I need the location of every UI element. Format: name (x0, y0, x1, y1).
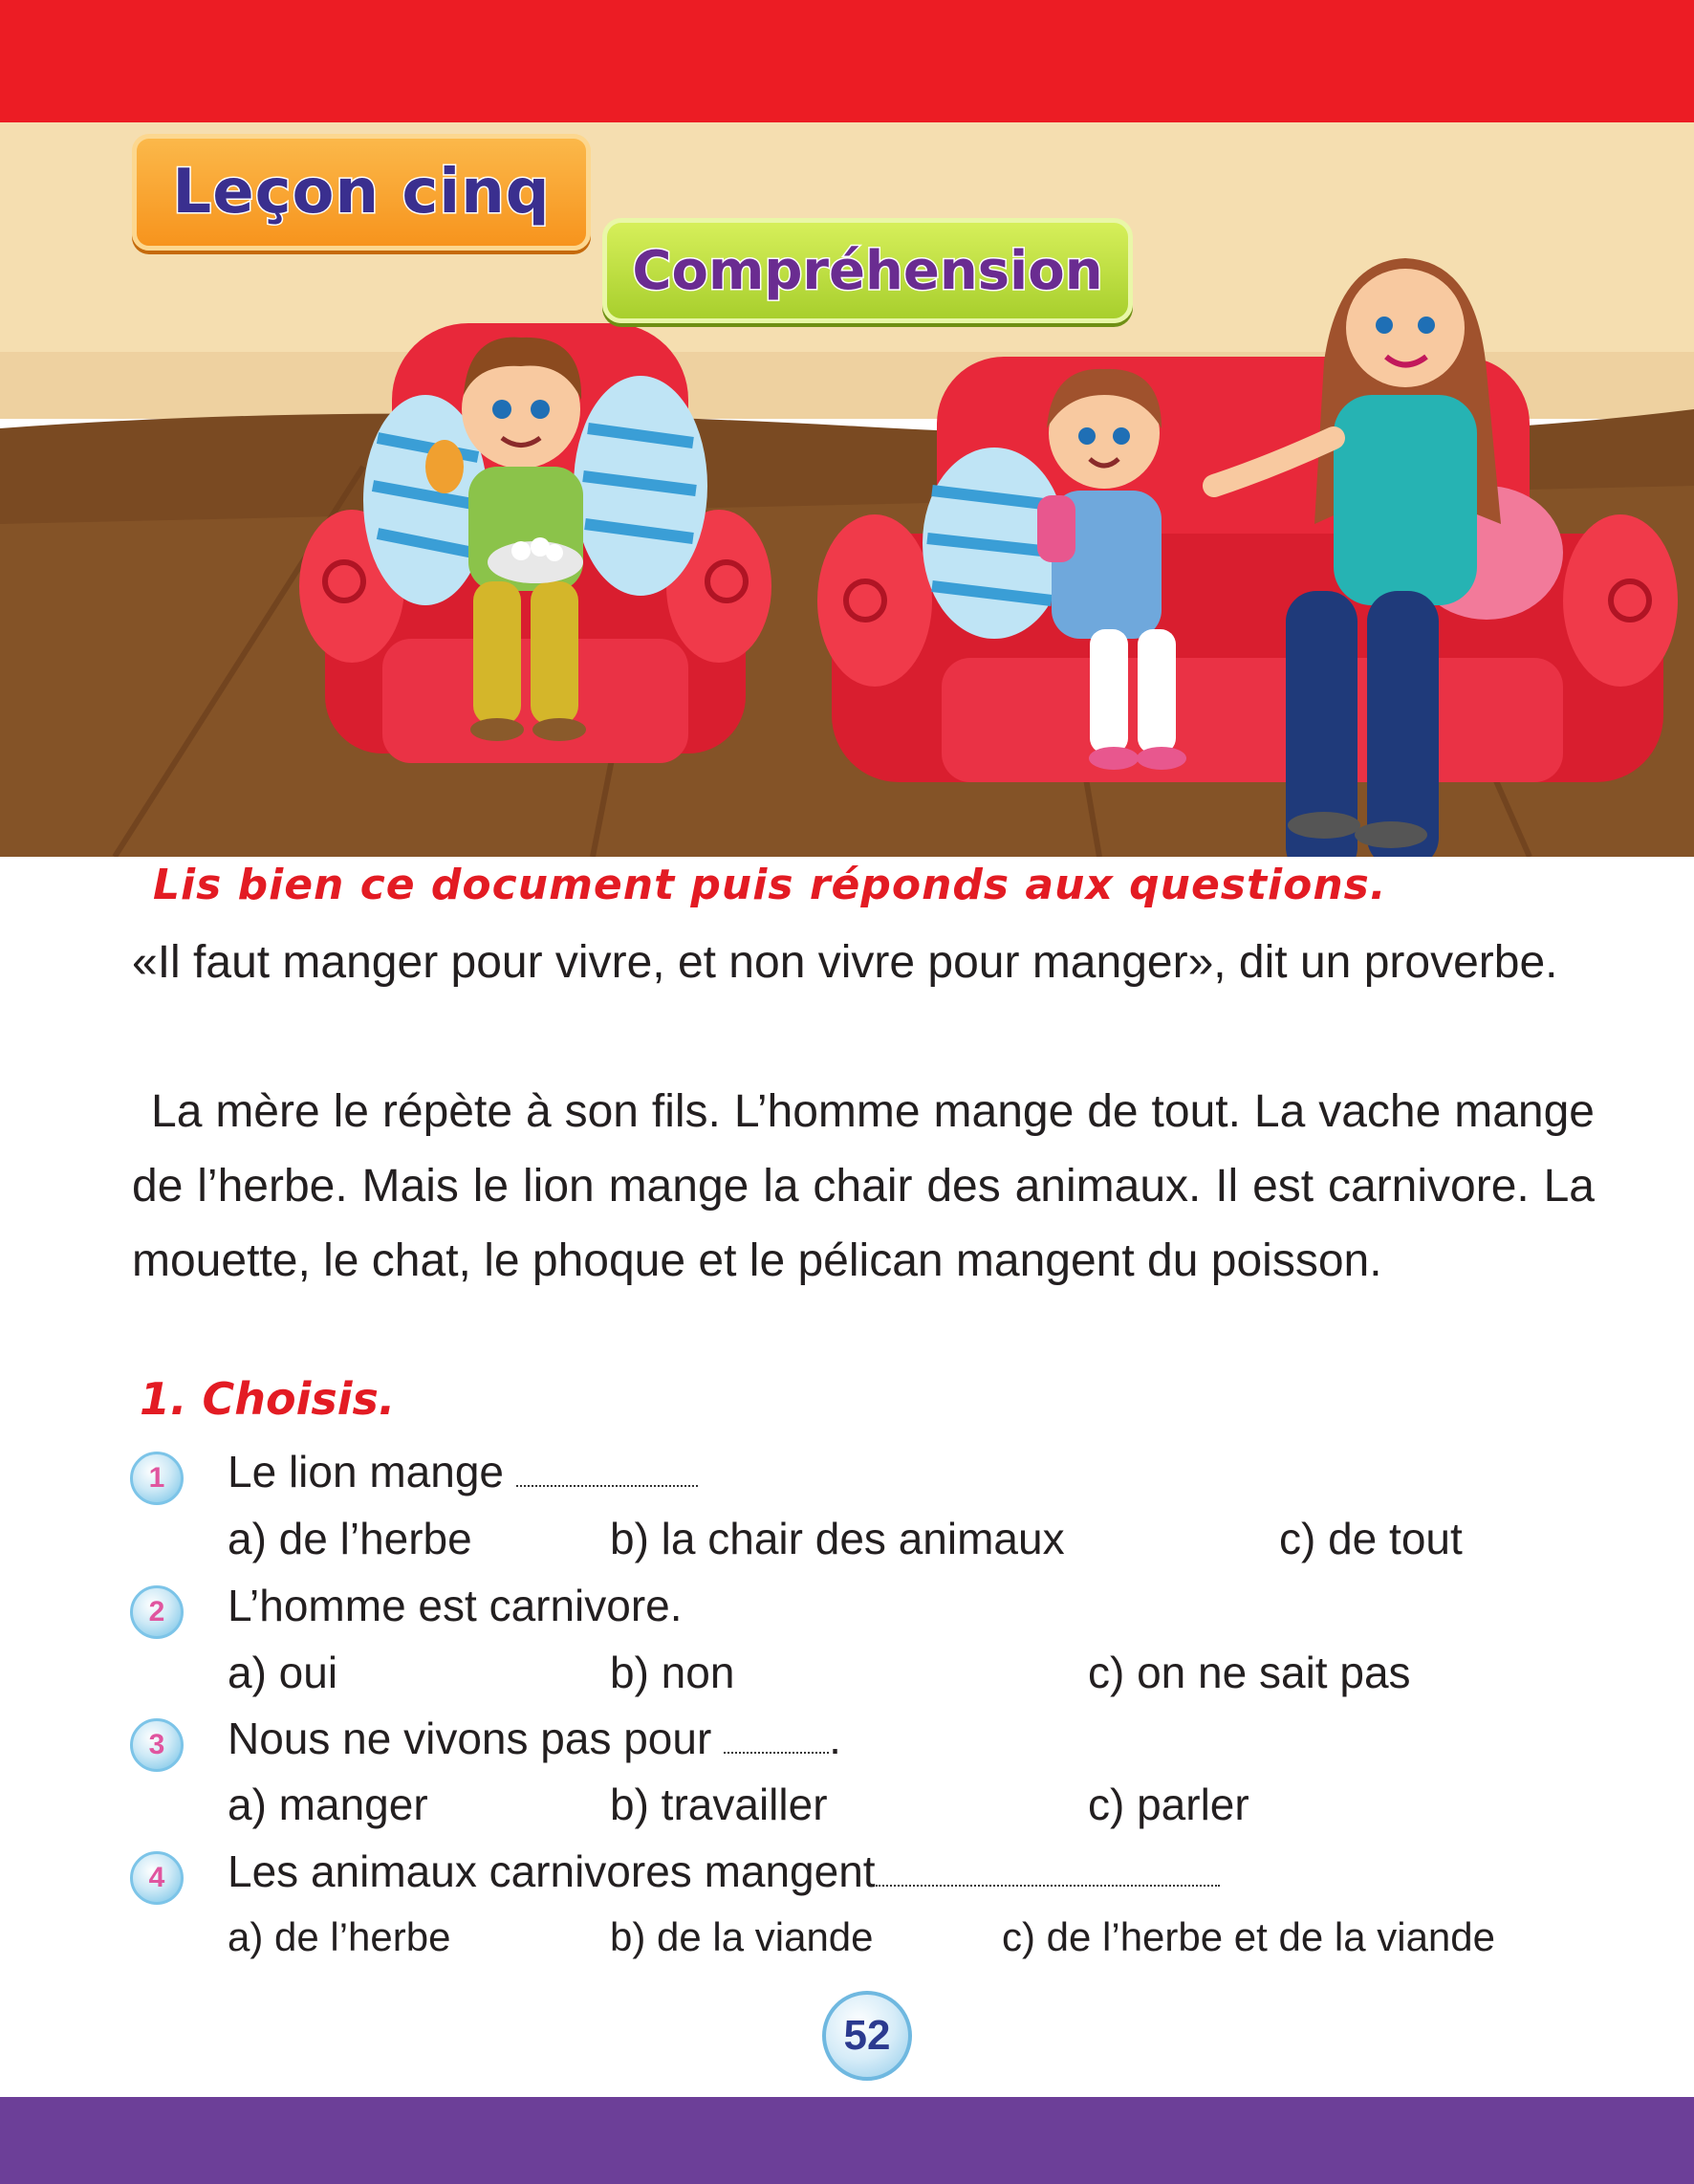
question-3-suffix: . (829, 1714, 841, 1763)
question-text (228, 1446, 698, 1497)
option-a[interactable]: a) de l’herbe (228, 1914, 451, 1959)
section-title-badge (602, 218, 1133, 323)
option-c[interactable]: c) de tout (1279, 1514, 1463, 1563)
lesson-title: Leçon cinq (172, 157, 551, 228)
instruction-text: Lis bien ce document puis réponds aux questions. (153, 861, 1387, 909)
page-number: 52 (822, 1991, 912, 2081)
question-number-badge: 4 (130, 1851, 184, 1905)
question-3-text: Nous ne vivons pas pour (228, 1714, 712, 1763)
bottom-color-band (0, 2097, 1694, 2184)
question-2-text: L’homme est carnivore. (228, 1581, 683, 1630)
question-1-text: Le lion mange (228, 1447, 504, 1496)
option-b[interactable]: b) travailler (610, 1780, 828, 1829)
reading-paragraph-1: «Il faut manger pour vivre, et non vivre pour manger», dit un proverbe. (132, 937, 1558, 988)
question-text (228, 1845, 1220, 1897)
option-c[interactable]: c) parler (1088, 1780, 1249, 1829)
option-c[interactable]: c) de l’herbe et de la viande (1002, 1914, 1495, 1959)
top-color-band (0, 0, 1694, 122)
question-number-badge: 1 (130, 1452, 184, 1505)
answer-blank (876, 1884, 1220, 1887)
option-a[interactable]: a) manger (228, 1780, 428, 1829)
question-number-badge: 2 (130, 1585, 184, 1639)
option-a[interactable]: a) de l’herbe (228, 1514, 472, 1563)
lesson-title-badge (132, 134, 591, 251)
option-b[interactable]: b) la chair des animaux (610, 1514, 1065, 1563)
question-4-text: Les animaux carnivores mangent (228, 1846, 876, 1896)
option-a[interactable]: a) oui (228, 1648, 338, 1697)
reading-paragraph-2: La mère le répète à son fils. L’homme mange de tout. La vache mange de l’herbe. Mais le lion mange la chair des animaux. Il est carnivore. La mouette, le chat, le phoque et le pélican mangent du poisson. (132, 1086, 1595, 1286)
question-number-badge: 3 (130, 1718, 184, 1772)
question-text (228, 1713, 841, 1764)
option-b[interactable]: b) de la viande (610, 1914, 874, 1959)
option-b[interactable]: b) non (610, 1648, 735, 1697)
answer-blank (516, 1484, 698, 1487)
option-c[interactable]: c) on ne sait pas (1088, 1648, 1411, 1697)
section-title: Compréhension (632, 239, 1103, 302)
answer-blank (724, 1751, 829, 1754)
exercise-title: 1. Choisis. (140, 1373, 396, 1425)
